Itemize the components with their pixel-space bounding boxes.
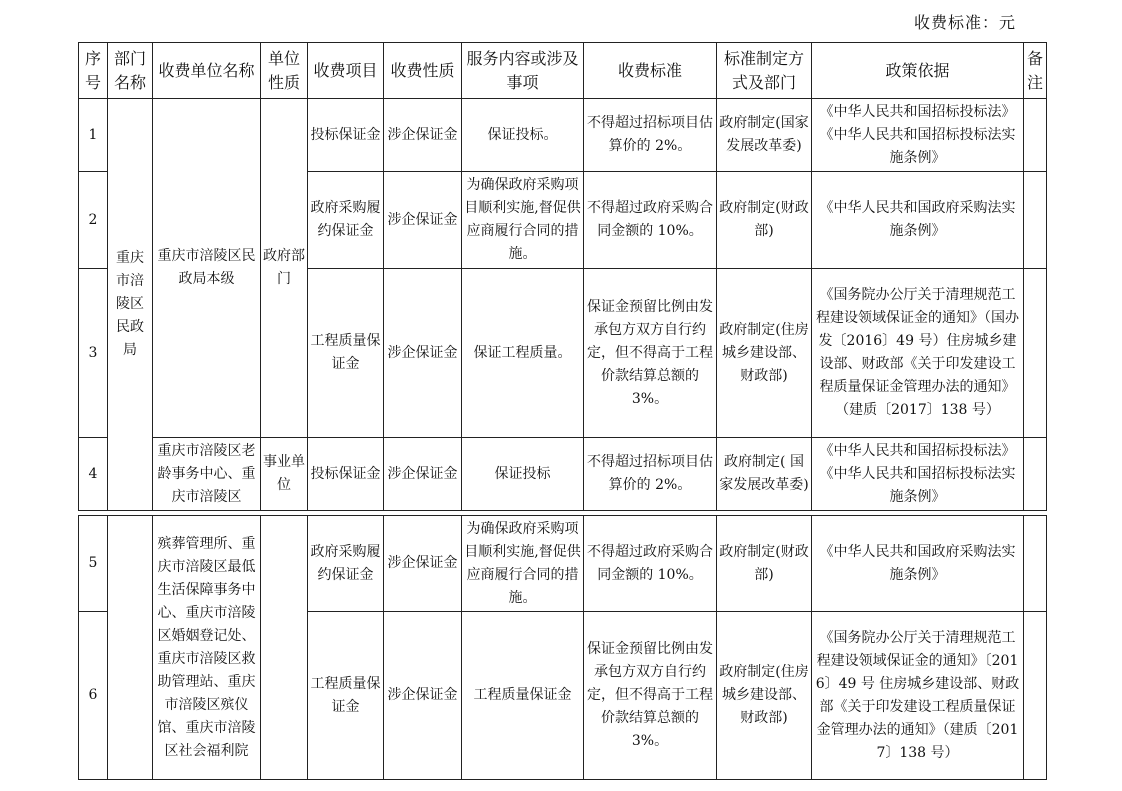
row-maker: 政府制定( 国家发展改革委) (717, 438, 812, 511)
row-nature: 涉企保证金 (384, 438, 462, 511)
header-standard: 收费标准 (584, 43, 717, 99)
row-standard: 不得超过政府采购合同金额的 10%。 (584, 172, 717, 269)
header-unit-name: 收费单位名称 (153, 43, 261, 99)
row-standard: 不得超过政府采购合同金额的 10%。 (584, 516, 717, 612)
header-row (79, 43, 1047, 99)
header-maker: 标准制定方式及部门 (717, 43, 812, 99)
row-nature: 涉企保证金 (384, 612, 462, 780)
row-nature: 涉企保证金 (384, 172, 462, 269)
row-maker: 政府制定(住房城乡建设部、财政部) (717, 612, 812, 780)
header-policy: 政策依据 (812, 43, 1024, 99)
row-item: 投标保证金 (308, 438, 384, 511)
row-policy: 《中华人民共和国招标投标法》《中华人民共和国招标投标法实施条例》 (812, 99, 1024, 172)
header-item: 收费项目 (308, 43, 384, 99)
table-row (79, 438, 1047, 511)
header-unit-type: 单位性质 (261, 43, 308, 99)
row-policy: 《中华人民共和国招标投标法》《中华人民共和国招标投标法实施条例》 (812, 438, 1024, 511)
row-remark (1024, 612, 1047, 780)
row-policy: 《中华人民共和国政府采购法实施条例》 (812, 516, 1024, 612)
unit-name: 重庆市涪陵区民政局本级 (153, 99, 261, 438)
dept-name: 重庆市涪陵区民政局 (108, 99, 153, 511)
row-item: 政府采购履约保证金 (308, 516, 384, 612)
row-seq: 4 (79, 438, 108, 511)
table-row (79, 516, 1047, 612)
row-maker: 政府制定(财政部) (717, 172, 812, 269)
row-service: 工程质量保证金 (462, 612, 584, 780)
header-seq: 序号 (79, 43, 108, 99)
row-service: 为确保政府采购项目顺利实施,督促供应商履行合同的措施。 (462, 516, 584, 612)
header-dept: 部门名称 (108, 43, 153, 99)
row-remark (1024, 99, 1047, 172)
row-seq: 2 (79, 172, 108, 269)
table-row (79, 99, 1047, 172)
row-service: 保证工程质量。 (462, 269, 584, 438)
row-maker: 政府制定(财政部) (717, 516, 812, 612)
dept-name-continued (108, 516, 153, 780)
row-remark (1024, 172, 1047, 269)
row-item: 工程质量保证金 (308, 269, 384, 438)
row-service: 为确保政府采购项目顺利实施,督促供应商履行合同的措施。 (462, 172, 584, 269)
row-seq: 5 (79, 516, 108, 612)
row-remark (1024, 269, 1047, 438)
fee-table-part1 (78, 42, 1047, 511)
row-policy: 《国务院办公厅关于清理规范工程建设领域保证金的通知》〔2016〕49 号 住房城乡建设部、财政部《关于印发建设工程质量保证金管理办法的通知》（建质〔2017〕138 号） (812, 612, 1024, 780)
row-seq: 3 (79, 269, 108, 438)
row-remark (1024, 516, 1047, 612)
row-item: 政府采购履约保证金 (308, 172, 384, 269)
header-nature: 收费性质 (384, 43, 462, 99)
row-standard: 保证金预留比例由发承包方双方自行约定，但不得高于工程价款结算总额的 3%。 (584, 612, 717, 780)
row-policy: 《中华人民共和国政府采购法实施条例》 (812, 172, 1024, 269)
row-remark (1024, 438, 1047, 511)
unit-name-part1: 重庆市涪陵区老龄事务中心、重庆市涪陵区 (153, 438, 261, 511)
row-seq: 6 (79, 612, 108, 780)
unit-label: 收费标准：元 (914, 13, 1017, 32)
row-nature: 涉企保证金 (384, 516, 462, 612)
row-service: 保证投标 (462, 438, 584, 511)
row-item: 投标保证金 (308, 99, 384, 172)
row-seq: 1 (79, 99, 108, 172)
row-policy: 《国务院办公厅关于清理规范工程建设领域保证金的通知》（国办发〔2016〕49 号）住房城乡建设部、财政部《关于印发建设工程质量保证金管理办法的通知》（建质〔2017〕138 号） (812, 269, 1024, 438)
row-standard: 不得超过招标项目估算价的 2%。 (584, 438, 717, 511)
header-remark: 备注 (1024, 43, 1047, 99)
row-item: 工程质量保证金 (308, 612, 384, 780)
fee-table-part2 (78, 515, 1047, 780)
unit-type: 政府部门 (261, 99, 308, 438)
row-nature: 涉企保证金 (384, 269, 462, 438)
row-maker: 政府制定(住房城乡建设部、财政部) (717, 269, 812, 438)
unit-name-part2: 殡葬管理所、重庆市涪陵区最低生活保障事务中心、重庆市涪陵区婚姻登记处、重庆市涪陵区救助管理站、重庆市涪陵区殡仪馆、重庆市涪陵区社会福利院 (153, 516, 261, 780)
unit-type-continued (261, 516, 308, 780)
header-service: 服务内容或涉及事项 (462, 43, 584, 99)
row-maker: 政府制定(国家发展改革委) (717, 99, 812, 172)
row-standard: 不得超过招标项目估算价的 2%。 (584, 99, 717, 172)
row-standard: 保证金预留比例由发承包方双方自行约定，但不得高于工程价款结算总额的 3%。 (584, 269, 717, 438)
row-service: 保证投标。 (462, 99, 584, 172)
unit-type: 事业单位 (261, 438, 308, 511)
row-nature: 涉企保证金 (384, 99, 462, 172)
